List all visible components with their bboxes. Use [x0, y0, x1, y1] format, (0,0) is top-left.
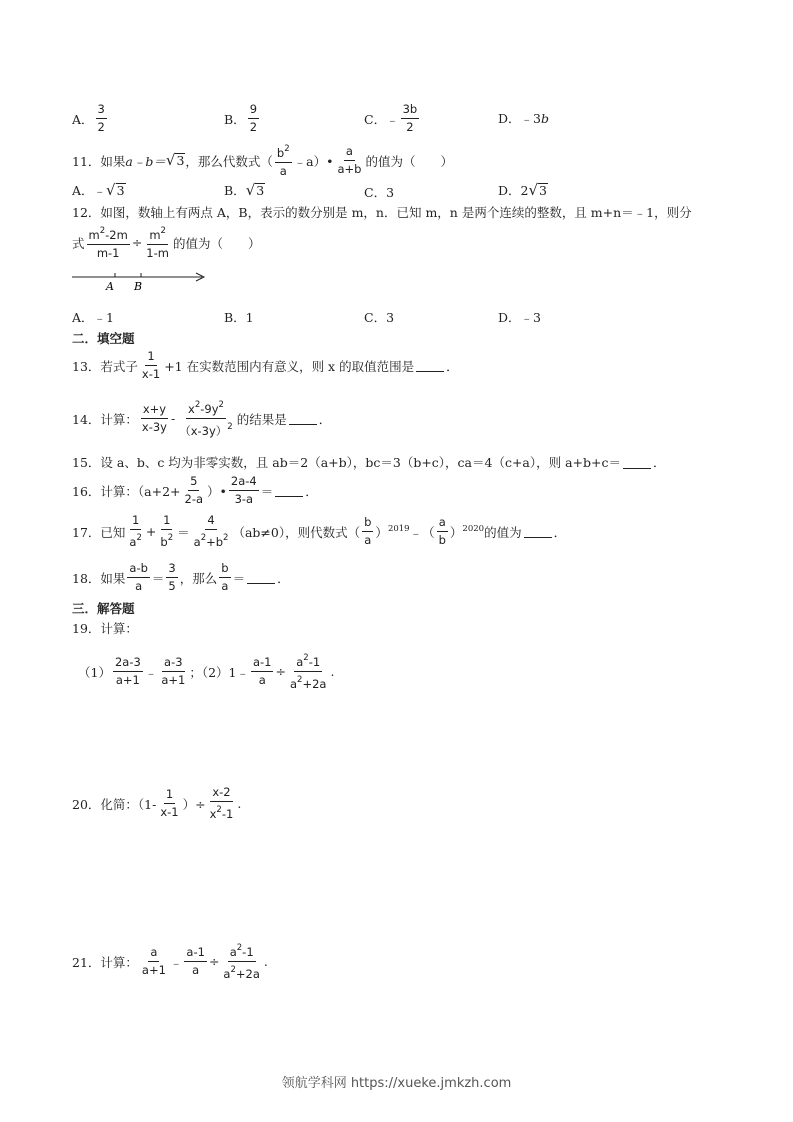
question-20: 20．化简：（1- $\frac{1}{x-1}$ ）÷ $\frac{x-2}{x^2-1}$ . [72, 785, 242, 821]
section-fill-in-heading: 二．填空题 [72, 331, 135, 346]
question-18: 18．如果 $\frac{a-b}{a}$ ＝ $\frac{3}{5}$ ，那么 $\frac{b}{a}$ ＝ ． [72, 561, 290, 593]
answer-blank [416, 359, 444, 372]
question-11: 11．如果 a﹣b＝ √ 3 ，那么代数式（ $\frac{b^2}{a}$ ﹣a）• $\frac{a}{a+b}$ 的值为（ ） [72, 144, 453, 178]
question-19-expr: （1） $\frac{2a-3}{a+1}$ ﹣ $\frac{a-3}{a+1}$ ；（2）1﹣ $\frac{a-1}{a}$ ÷ $\frac{a^2-1}{a^2+2a}$ . [78, 653, 335, 691]
question-17: 17．已知 $\frac{1}{a^2}$ + $\frac{1}{b^2}$ ＝ $\frac{4}{a^2+b^2}$ （ab≠0），则代数式（ $\frac{b}{a}$ ）$^{2019}$ ﹣（ $\frac{a}{b}$ ）$^{2020}$ 的值为 ． [72, 513, 567, 549]
question-15: 15．设 a、b、c 均为非零实数，且 ab＝2（a+b），bc＝3（b+c），ca＝4（c+a），则 a+b+c＝ ． [72, 455, 666, 470]
q11-option-c: C．3 [364, 185, 395, 200]
q10-option-b: B． $\frac{9}{2}$ [224, 102, 258, 134]
question-14: 14．计算： $\frac{x+y}{x-3y}$ - $\frac{x^2-9y^2}{(x-3y)^2}$ 的结果是 ． [72, 400, 332, 438]
number-line-label-a: A [106, 280, 114, 293]
answer-blank [524, 525, 552, 538]
q11-option-a: A．﹣ √ 3 [72, 180, 125, 199]
question-13: 13．若式子 $\frac{1}{x-1}$ +1 在实数范围内有意义，则 x 的取值范围是 ． [72, 349, 459, 381]
number-line-figure [70, 268, 210, 294]
answer-blank [247, 571, 275, 584]
answer-blank [623, 456, 651, 469]
q12-option-d: D．﹣3 [498, 310, 541, 325]
question-21: 21．计算： $\frac{a}{a+1}$ ﹣ $\frac{a-1}{a}$ ÷ $\frac{a^2-1}{a^2+2a}$ . [72, 943, 268, 981]
section-solve-heading: 三．解答题 [72, 601, 135, 616]
q12-option-c: C．3 [364, 310, 395, 325]
question-12-expr: 式 $\frac{m^2-2m}{m-1}$ ÷ $\frac{m^2}{1-m}$ 的值为（ ） [72, 226, 261, 260]
page-footer: 领航学科网 https://xueke.jmkzh.com [281, 1076, 512, 1091]
answer-blank [275, 484, 303, 497]
q11-option-d: D．2 √ 3 [498, 180, 547, 199]
answer-blank [289, 412, 317, 425]
question-19-title: 19．计算： [72, 621, 138, 636]
question-12-text: 12．如图，数轴上有两点 A，B，表示的数分别是 m，n．已知 m，n 是两个连续的整数，且 m+n＝﹣1，则分 [72, 205, 692, 220]
number-line-label-b: B [134, 280, 143, 293]
q12-option-b: B．1 [224, 310, 254, 325]
q10-option-d: D．﹣3 b [498, 110, 549, 126]
question-16: 16．计算：（a+2+ $\frac{5}{2-a}$ ）• $\frac{2a-4}{3-a}$ ＝ ． [72, 474, 318, 506]
q11-option-b: B． √ 3 [224, 180, 265, 199]
q12-option-a: A．﹣1 [72, 310, 114, 325]
q10-option-c: C．﹣ $\frac{3b}{2}$ [364, 102, 418, 134]
q10-option-a: A． $\frac{3}{2}$ [72, 102, 105, 134]
